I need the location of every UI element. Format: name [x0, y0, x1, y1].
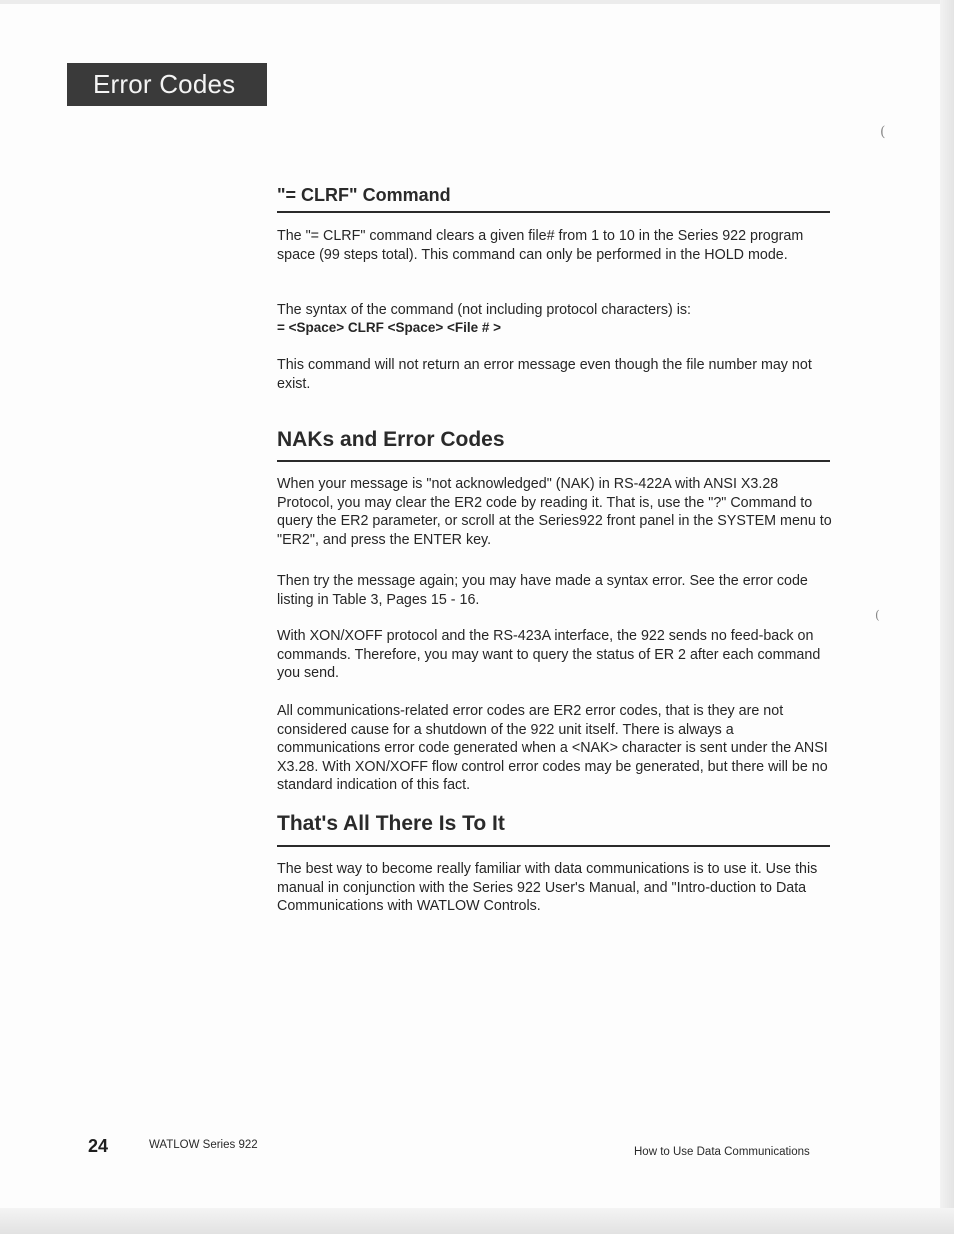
- section-tab: Error Codes: [67, 63, 267, 106]
- footer-manual-title: How to Use Data Communications: [634, 1146, 810, 1158]
- section-rule: [277, 845, 830, 847]
- page-right-edge: [940, 0, 954, 1234]
- page-top-edge: [0, 0, 940, 4]
- section-heading-thats-all: That's All There Is To It: [277, 812, 505, 835]
- command-syntax: = <Space> CLRF <Space> <File # >: [277, 320, 501, 335]
- paragraph: This command will not return an error message even though the file number may not exist.: [277, 357, 812, 392]
- section-heading-clrf: "= CLRF" Command: [277, 185, 451, 205]
- footer-product: WATLOW Series 922: [149, 1139, 258, 1151]
- paragraph: With XON/XOFF protocol and the RS-423A interface, the 922 sends no feed-back on commands. Therefore, you may want to query the status of ER 2 after each command you send.: [277, 628, 821, 681]
- section-rule: [277, 211, 830, 213]
- paragraph: When your message is "not acknowledged" (NAK) in RS-422A with ANSI X3.28 Protocol, you may clear the ER2 code by reading it. That is, use the "?" Command to query the ER2 parameter, or scroll at the Series922 front panel in the SYSTEM menu to "ER2", and press the ENTER key.: [277, 476, 832, 548]
- paragraph: All communications-related error codes are ER2 error codes, that is they are not considered cause for a shutdown of the 922 unit itself. There is always a communications error code generated when a <NAK> character is sent under the ANSI X3.28. With XON/XOFF flow control error codes may be generated, but there will be no standard indication of this fact.: [277, 703, 828, 793]
- page-bottom-edge: [0, 1208, 954, 1234]
- paragraph: The best way to become really familiar with data communications is to use it. Use this manual in conjunction with the Series 922 User's Manual, and "Intro-duction to Data Communications with WATLOW Controls.: [277, 861, 818, 914]
- page-number: 24: [88, 1136, 109, 1156]
- paragraph: The syntax of the command (not including protocol characters) is:: [277, 302, 692, 318]
- section-heading-naks: NAKs and Error Codes: [277, 428, 505, 451]
- scan-speck: (: [875, 608, 880, 622]
- paragraph: Then try the message again; you may have made a syntax error. See the error code listing in Table 3, Pages 15 - 16.: [277, 573, 808, 608]
- section-rule: [277, 460, 830, 462]
- paragraph: The "= CLRF" command clears a given file# from 1 to 10 in the Series 922 program space (99 steps total). This command can only be performed in the HOLD mode.: [277, 228, 804, 263]
- scan-speck: (: [880, 124, 886, 140]
